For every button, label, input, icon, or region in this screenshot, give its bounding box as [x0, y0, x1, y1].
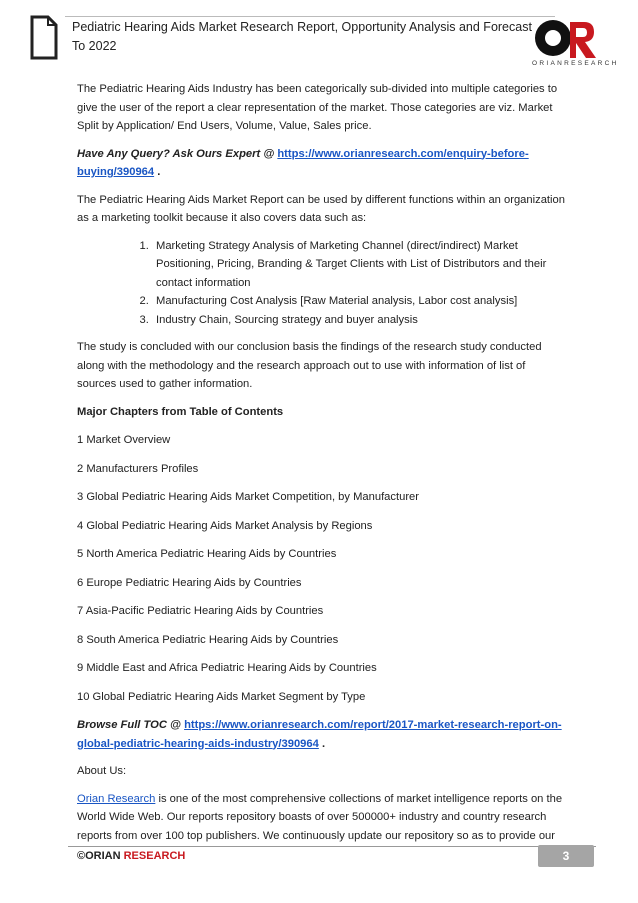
copyright-text: ©ORIAN [77, 850, 124, 862]
document-icon [30, 15, 58, 60]
toc-item: 3 Global Pediatric Hearing Aids Market Competition, by Manufacturer [77, 491, 419, 503]
toc-item: 6 Europe Pediatric Hearing Aids by Countries [77, 576, 302, 589]
toc-item: 8 South America Pediatric Hearing Aids by Countries [77, 633, 339, 646]
feature-list [77, 237, 567, 330]
intro-paragraph: The Pediatric Hearing Aids Industry has been categorically sub-divided into multiple categories to give the user of the report a clear representation of the market. Those categories are viz. Market Split by Application/ End Users, Volume, Value, Sales price. [77, 83, 558, 132]
page-header [0, 0, 638, 75]
about-paragraph [77, 790, 567, 846]
toc-item: 10 Global Pediatric Hearing Aids Market Segment by Type [77, 690, 366, 703]
brand-text: RESEARCH [123, 850, 186, 862]
header-title: Pediatric Hearing Aids Market Research Report, Opportunity Analysis and Forecast To 2022 [72, 20, 532, 53]
toc-item: 5 North America Pediatric Hearing Aids by Countries [77, 548, 337, 560]
orian-research-link[interactable]: Orian Research [77, 792, 156, 805]
query-line [77, 145, 567, 182]
footer-rule [68, 846, 596, 847]
page-number-badge: 3 [538, 845, 594, 867]
list-item: 2. Manufacturing Cost Analysis [Raw Material analysis, Labor cost analysis] [152, 292, 567, 311]
report-body [77, 80, 567, 845]
browse-line [77, 716, 567, 753]
query-label: Have Any Query? Ask Ours Expert @ [77, 147, 278, 160]
about-text: is one of the most comprehensive collections of market intelligence reports on the World Wide Web. Our reports repository boasts of over 500000+ industry and country research reports from over 100 top publishers. We continuously update our repository so as to provide our [77, 792, 563, 842]
footer-copyright [77, 850, 185, 862]
toc-item: 1 Market Overview [77, 434, 171, 446]
about-heading: About Us: [77, 765, 127, 777]
conclusion-paragraph: The study is concluded with our conclusion basis the findings of the research study conducted along with the methodology and the research approach out to use with information of list of sources used to gather information. [77, 341, 542, 390]
browse-label: Browse Full TOC @ [77, 719, 185, 731]
toc-item: 9 Middle East and Africa Pediatric Hearing Aids by Countries [77, 662, 377, 674]
query-tail: . [154, 166, 161, 178]
toc-item: 4 Global Pediatric Hearing Aids Market Analysis by Regions [77, 519, 373, 532]
enquiry-link[interactable]: https://www.orianresearch.com/enquiry-before-buying/390964 [77, 147, 529, 178]
toc-item: 7 Asia-Pacific Pediatric Hearing Aids by Countries [77, 605, 324, 617]
toc-heading: Major Chapters from Table of Contents [77, 405, 284, 418]
toolkit-paragraph: The Pediatric Hearing Aids Market Report can be used by different functions within an organization as a marketing toolkit because it also covers data such as: [77, 193, 565, 224]
browse-tail: . [318, 737, 326, 750]
toc-link[interactable]: https://www.orianresearch.com/report/2017-market-research-report-on-global-pediatric-hearing-aids-industry/390964 [77, 719, 562, 750]
header-rule [65, 16, 555, 17]
list-item: 3. Industry Chain, Sourcing strategy and buyer analysis [152, 311, 567, 330]
logo-tagline: ORIANRESEARCH [532, 60, 619, 67]
list-item: 1. Marketing Strategy Analysis of Marketing Channel (direct/indirect) Market Positioning, Pricing, Branding & Target Clients with List of Distributors and their contact information [152, 237, 567, 293]
toc-item: 2 Manufacturers Profiles [77, 462, 199, 475]
